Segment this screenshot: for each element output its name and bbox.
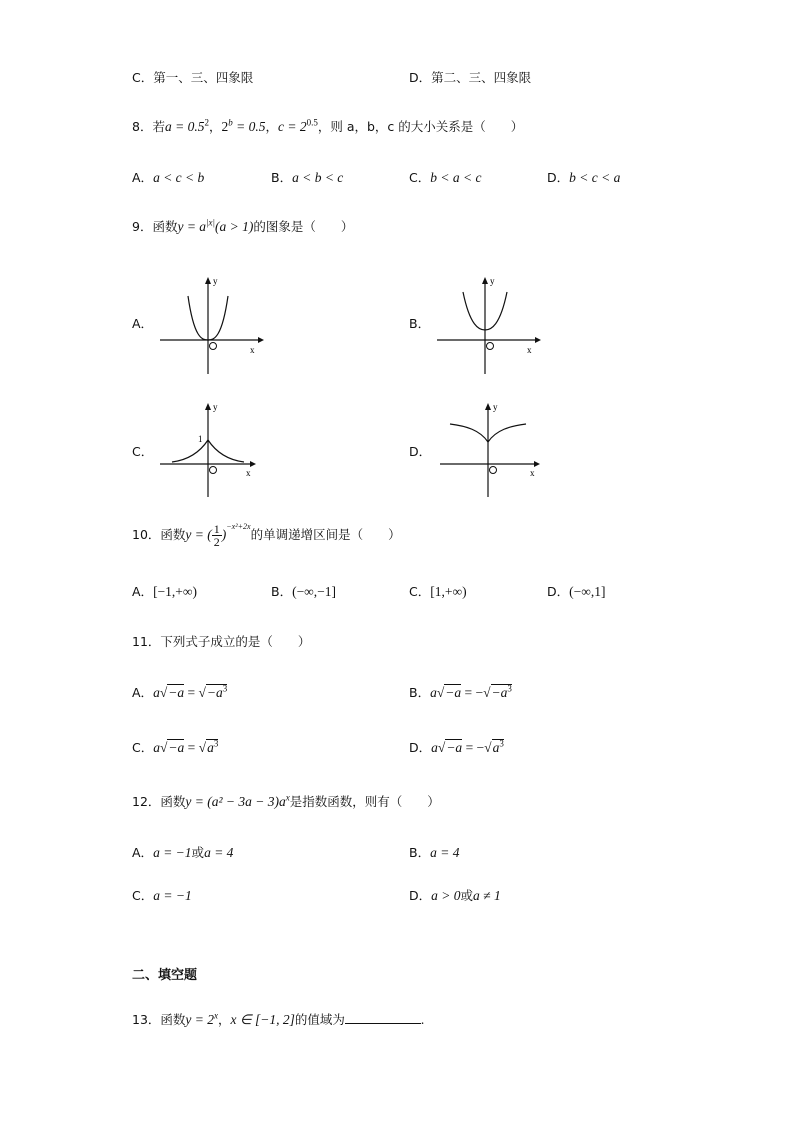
x-label: x <box>527 345 532 355</box>
q9-graph-b <box>435 272 545 378</box>
q8-stem: 8．若$a = 0.5^2$，$2^b = 0.5$，$c = 2^{0.5}$，则 a，b，c 的大小关系是（ ） <box>132 117 524 134</box>
q8-option-d: D．b < c < a <box>547 170 621 185</box>
x-label: x <box>250 345 255 355</box>
y-axis-arrow-icon <box>205 277 211 284</box>
q9-stem: 9．函数$y = a^{|x|}(a > 1)$的图象是（ ） <box>132 217 354 234</box>
q12-option-b: B．a = 4 <box>409 845 460 860</box>
q7-option-c: C．第一、三、四象限 <box>132 70 254 85</box>
q12-option-d: D．a > 0或a ≠ 1 <box>409 888 501 903</box>
q9-option-c-label: C． <box>132 444 154 459</box>
q11-option-b: B．$a√-a = -√-a^3$ <box>409 683 512 700</box>
q8-option-a: A．a < c < b <box>132 170 205 185</box>
q10-option-c: C．[1,+∞) <box>409 584 467 599</box>
q11-option-d: D．$a√-a = -√a^3$ <box>409 738 504 755</box>
y-label: y <box>490 276 495 286</box>
q9-option-d-label: D． <box>409 444 432 459</box>
x-axis-arrow-icon <box>250 461 256 467</box>
x-axis-arrow-icon <box>535 337 541 343</box>
q12-option-a: A．a = −1或a = 4 <box>132 845 234 860</box>
q12-option-c: C．a = −1 <box>132 888 192 903</box>
q11-stem: 11．下列式子成立的是（ ） <box>132 634 311 649</box>
q13-stem: 13．函数$y = 2^x$，x ∈ [−1, 2]的值域为 . <box>132 1010 425 1027</box>
tick-label-1: 1 <box>198 434 203 444</box>
q9-option-b-label: B． <box>409 316 431 331</box>
q9-graph-c <box>158 400 268 500</box>
q8-option-c: C．b < a < c <box>409 170 482 185</box>
q10-option-d: D．(−∞,1] <box>547 584 606 599</box>
q12-stem: 12．函数$y = (a^2 - 3a - 3)a^x$是指数函数，则有（ ） <box>132 792 440 809</box>
q9-graph-a <box>158 272 268 378</box>
x-label: x <box>530 468 535 478</box>
q10-stem: 10．函数y = ( $\frac{1}{2}$ )$^{-x^2+2x}$的单调递增区间是（ ） <box>132 522 401 550</box>
origin-marker <box>490 467 497 474</box>
y-label: y <box>213 276 218 286</box>
y-label: y <box>213 402 218 412</box>
answer-blank[interactable] <box>345 1011 421 1024</box>
x-axis-arrow-icon <box>534 461 540 467</box>
q10-option-b: B．(−∞,−1] <box>271 584 337 599</box>
section-title: 二、填空题 <box>132 968 198 983</box>
x-label: x <box>246 468 251 478</box>
q8-option-b: B．a < b < c <box>271 170 344 185</box>
q7-option-d: D．第二、三、四象限 <box>409 70 532 85</box>
origin-marker <box>487 343 494 350</box>
x-axis-arrow-icon <box>258 337 264 343</box>
q11-option-c: C．$a√-a = √a^3$ <box>132 738 219 755</box>
q10-option-a: A．[−1,+∞) <box>132 584 198 599</box>
q11-option-a: A．$a√-a = √-a^3$ <box>132 683 228 700</box>
y-axis-arrow-icon <box>485 403 491 410</box>
y-axis-arrow-icon <box>205 403 211 410</box>
origin-marker <box>210 343 217 350</box>
y-axis-arrow-icon <box>482 277 488 284</box>
q9-option-a-label: A． <box>132 316 154 331</box>
q9-graph-d <box>438 400 548 500</box>
fraction: $\frac{1}{2}$ <box>213 522 220 550</box>
origin-marker <box>210 467 217 474</box>
y-label: y <box>493 402 498 412</box>
